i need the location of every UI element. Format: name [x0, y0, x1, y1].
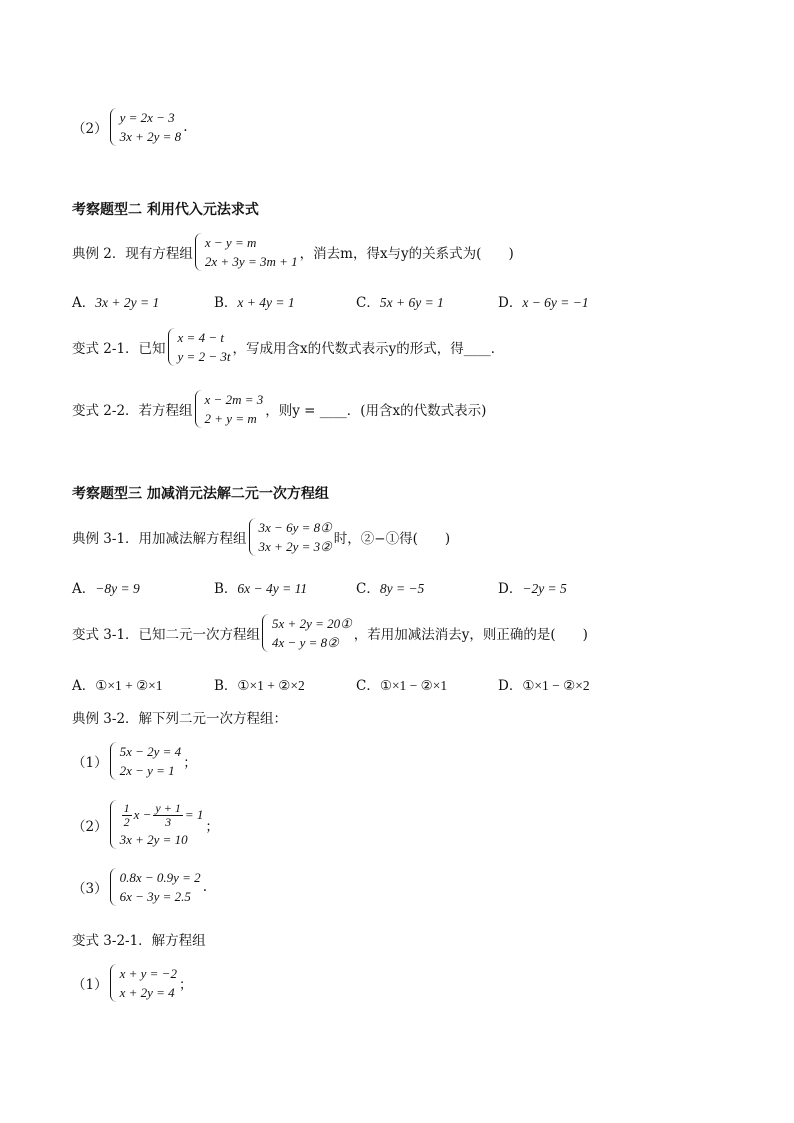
section-heading-2: 考察题型二 利用代入元法求式	[72, 202, 259, 218]
equation-system	[195, 233, 298, 271]
equation-2: x + 2y = 4	[119, 985, 175, 1000]
equation-2: y = 2 − 3t	[177, 349, 231, 364]
brace-icon	[110, 800, 118, 849]
example-3-1	[72, 518, 450, 556]
example-3-2-item-1	[72, 742, 197, 780]
suffix: ，消去m，得x与y的关系式为( )	[299, 246, 514, 262]
option-c[interactable]	[356, 291, 498, 311]
tail: ；	[178, 977, 193, 993]
suffix: ，则y = ____．(用含x的代数式表示)	[265, 403, 487, 419]
equation-2: 3x + 2y = 3②	[258, 539, 332, 554]
variant-3-2-1-item-1	[72, 964, 192, 1002]
equation-system	[249, 518, 332, 556]
equation-system	[168, 328, 231, 366]
fraction-half: $\frac{1}{2}$	[123, 800, 130, 829]
example-2	[72, 233, 514, 271]
item-label: （1）	[72, 977, 108, 993]
option-value: 5x + 6y = 1	[379, 295, 444, 310]
option-letter: D．	[498, 678, 523, 694]
prefix: 典例 2．现有方程组	[72, 246, 193, 262]
option-letter: A．	[72, 581, 96, 597]
option-b[interactable]	[214, 674, 356, 694]
equation-system	[195, 390, 264, 428]
equation-2: 4x − y = 8②	[272, 635, 339, 650]
item-label: （1）	[72, 755, 108, 771]
tail: .	[183, 119, 188, 135]
equation-1: x = 4 − t	[177, 330, 224, 345]
equation-system	[110, 868, 201, 906]
prefix: 变式 2-2．若方程组	[72, 403, 193, 419]
prev-system-2	[72, 108, 187, 146]
option-b[interactable]	[214, 291, 356, 311]
equation-system	[262, 614, 352, 652]
brace-icon	[249, 518, 257, 556]
equation-1: x − y = m	[204, 235, 257, 250]
section-heading-3: 考察题型三 加减消元法解二元一次方程组	[72, 486, 329, 502]
option-value: 8y = −5	[379, 581, 425, 596]
option-value: −2y = 5	[522, 581, 567, 596]
item-label: （2）	[72, 121, 108, 137]
equation-1: 3x − 6y = 8①	[258, 520, 332, 535]
option-value: −8y = 9	[95, 581, 140, 596]
option-letter: C．	[356, 678, 380, 694]
option-a[interactable]	[72, 674, 214, 694]
brace-icon	[262, 614, 270, 652]
prefix: 变式 2-1．已知	[72, 341, 166, 357]
option-value: x − 6y = −1	[522, 295, 589, 310]
option-letter: D．	[498, 295, 523, 311]
example-3-2-item-2	[72, 800, 219, 849]
option-c[interactable]	[356, 577, 498, 597]
tail: ；	[205, 818, 219, 835]
option-value: ①×1 − ②×1	[379, 678, 448, 693]
rhs: = 1	[184, 807, 204, 822]
suffix: ，写成用含x的代数式表示y的形式，得____．	[232, 341, 505, 357]
suffix: 时，②−①得( )	[333, 531, 451, 547]
option-value: x + 4y = 1	[237, 295, 295, 310]
equation-system	[110, 108, 182, 146]
brace-icon	[110, 742, 118, 780]
example-3-2-item-3	[72, 868, 207, 906]
option-d[interactable]	[498, 291, 640, 311]
equation-2: 3x + 2y = 10	[119, 832, 188, 847]
option-a[interactable]	[72, 291, 214, 311]
equation-system	[110, 964, 177, 1002]
brace-icon	[168, 328, 176, 366]
item-label: （3）	[72, 881, 108, 897]
option-letter: D．	[498, 581, 523, 597]
equation-2: 2x − y = 1	[119, 763, 175, 778]
fraction-y: $\frac{y + 1}{3}$	[155, 800, 181, 829]
equation-2: 2 + y = m	[204, 411, 257, 426]
suffix: ，若用加减法消去y，则正确的是( )	[353, 627, 588, 643]
variant-2-1	[72, 328, 504, 366]
equation-1: x + y = −2	[119, 966, 177, 981]
option-b[interactable]	[214, 577, 356, 597]
tail: ；	[183, 755, 197, 771]
option-c[interactable]	[356, 674, 498, 694]
option-letter: C．	[356, 295, 380, 311]
equation-1: 5x − 2y = 4	[119, 744, 182, 759]
equation-2: 3x + 2y = 8	[119, 129, 182, 144]
option-letter: A．	[72, 678, 96, 694]
brace-icon	[110, 108, 118, 146]
option-letter: B．	[214, 678, 238, 694]
equation-2: 2x + 3y = 3m + 1	[204, 254, 298, 269]
item-label: （2）	[72, 818, 108, 835]
variant-3-2-1-title: 变式 3-2-1．解方程组	[72, 933, 206, 949]
prefix: 典例 3-1．用加减法解方程组	[72, 531, 247, 547]
equation-1: 5x + 2y = 20①	[272, 616, 352, 631]
option-value: ①×1 + ②×1	[95, 678, 163, 693]
option-letter: A．	[72, 295, 96, 311]
example-3-2-title: 典例 3-2．解下列二元一次方程组：	[72, 711, 288, 727]
term: x −	[133, 807, 152, 822]
option-d[interactable]	[498, 674, 640, 694]
option-a[interactable]	[72, 577, 214, 597]
example-2-options	[72, 291, 640, 311]
variant-3-1-options	[72, 674, 640, 694]
example-3-1-options	[72, 577, 640, 597]
option-value: ①×1 − ②×2	[522, 678, 590, 693]
equation-1: x − 2m = 3	[204, 392, 264, 407]
tail: .	[202, 879, 207, 895]
equation-1: y = 2x − 3	[119, 110, 175, 125]
variant-2-2	[72, 390, 486, 428]
equation-system	[110, 800, 204, 849]
brace-icon	[195, 390, 203, 428]
option-letter: C．	[356, 581, 380, 597]
equation-1	[120, 800, 204, 830]
equation-system	[110, 742, 182, 780]
equation-2: 6x − 3y = 2.5	[119, 889, 191, 904]
equation-1: 0.8x − 0.9y = 2	[119, 870, 201, 885]
option-value: ①×1 + ②×2	[237, 678, 305, 693]
brace-icon	[110, 964, 118, 1002]
option-value: 3x + 2y = 1	[95, 295, 160, 310]
option-letter: B．	[214, 581, 238, 597]
option-value: 6x − 4y = 11	[237, 581, 308, 596]
variant-3-1	[72, 614, 588, 652]
brace-icon	[195, 233, 203, 271]
brace-icon	[110, 868, 118, 906]
prefix: 变式 3-1．已知二元一次方程组	[72, 627, 261, 643]
option-letter: B．	[214, 295, 238, 311]
option-d[interactable]	[498, 577, 640, 597]
